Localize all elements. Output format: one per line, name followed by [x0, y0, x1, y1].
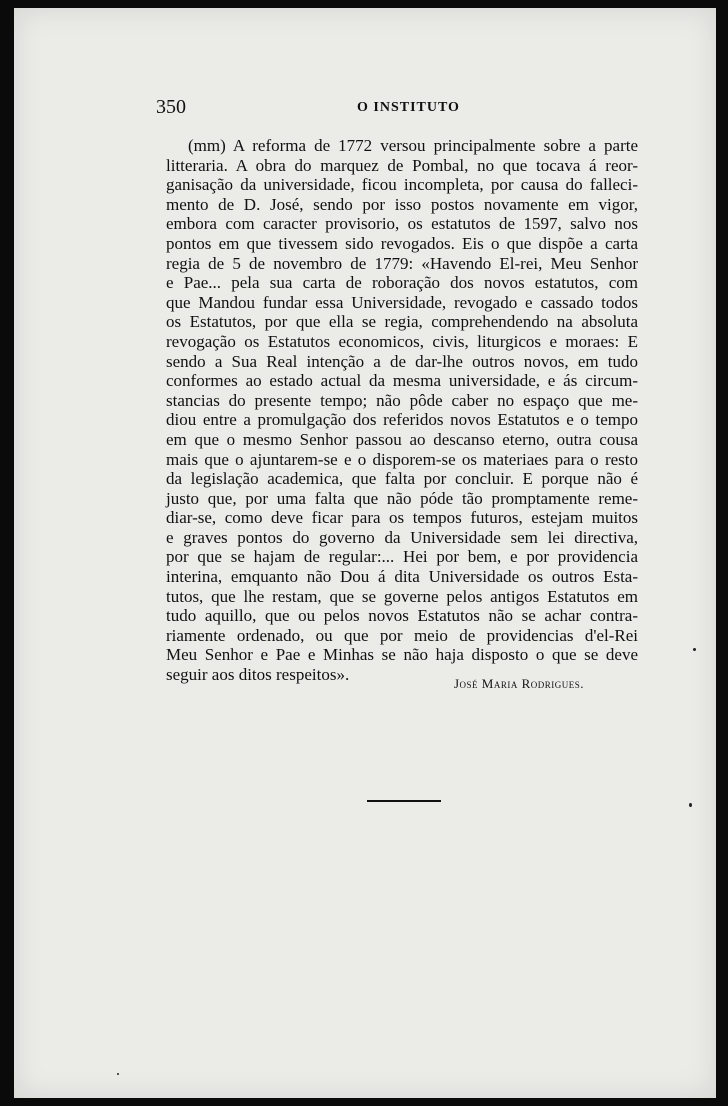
- text-line: por que se hajam de regular:... Hei por bem, e por providencia: [166, 547, 638, 567]
- text-line: diou entre a promulgação dos referidos novos Estatutos e o tempo: [166, 410, 638, 430]
- text-line: tutos, que lhe restam, que se governe pelos antigos Estatutos em: [166, 586, 638, 606]
- running-title: O INSTITUTO: [357, 100, 460, 115]
- ink-speck: [117, 1073, 119, 1075]
- text-line: conformes ao estado actual da mesma universidade, e ás circum-: [166, 371, 638, 391]
- text-line: regia de 5 de novembro de 1779: «Havendo El-rei, Meu Senhor: [166, 253, 638, 273]
- text-line: (mm) A reforma de 1772 versou principalmente sobre a parte: [188, 136, 638, 155]
- text-line: tudo aquillo, que ou pelos novos Estatutos não se achar contra-: [166, 606, 638, 626]
- text-line: diar-se, como deve ficar para os tempos futuros, estejam muitos: [166, 508, 638, 528]
- text-line: da legislação academica, que falta por concluir. E porque não é: [166, 469, 638, 489]
- text-line: sendo a Sua Real intenção a de dar-lhe outros novos, em tudo: [166, 351, 638, 371]
- text-line: interina, emquanto não Dou á dita Universidade os outros Esta-: [166, 567, 638, 587]
- text-line: riamente ordenado, ou que por meio de providencias d'el-Rei: [166, 625, 638, 645]
- ink-speck: [689, 803, 692, 807]
- text-line: seguir aos ditos respeitos».: [166, 665, 350, 685]
- text-line: ganisação da universidade, ficou incompleta, por causa do falleci-: [166, 175, 638, 195]
- text-line: stancias do presente tempo; não pôde caber no espaço que me-: [166, 390, 638, 410]
- text-line: os Estatutos, por que ella se regia, comprehendendo na absoluta: [166, 312, 638, 332]
- page-number: 350: [156, 96, 186, 118]
- text-line: mento de D. José, sendo por isso postos novamente em vigor,: [166, 194, 638, 214]
- text-line: pontos em que tivessem sido revogados. Eis o que dispõe a carta: [166, 233, 638, 253]
- book-page: [14, 8, 716, 1098]
- footnote-text: [166, 136, 638, 685]
- text-line: litteraria. A obra do marquez de Pombal, no que tocava á reor-: [166, 155, 638, 175]
- text-line: revogação os Estatutos economicos, civis, liturgicos e moraes: E: [166, 331, 638, 351]
- text-line: em que o mesmo Senhor passou ao descanso eterno, outra cousa: [166, 429, 638, 449]
- ink-speck: [693, 648, 696, 651]
- text-line: e Pae... pela sua carta de roboração dos novos estatutos, com: [166, 273, 638, 293]
- section-rule: [367, 800, 441, 802]
- text-line: mais que o ajuntarem-se e o disporem-se os materiaes para o resto: [166, 449, 638, 469]
- text-line: que Mandou fundar essa Universidade, revogado e cassado todos: [166, 292, 638, 312]
- text-line: e graves pontos do governo da Universidade sem lei directiva,: [166, 527, 638, 547]
- text-line: justo que, por uma falta que não póde tão promptamente reme-: [166, 488, 638, 508]
- text-line: Meu Senhor e Pae e Minhas se não haja disposto o que se deve: [166, 645, 638, 665]
- author-signature: José Maria Rodrigues.: [453, 676, 584, 691]
- text-line: embora com caracter provisorio, os estatutos de 1597, salvo nos: [166, 214, 638, 234]
